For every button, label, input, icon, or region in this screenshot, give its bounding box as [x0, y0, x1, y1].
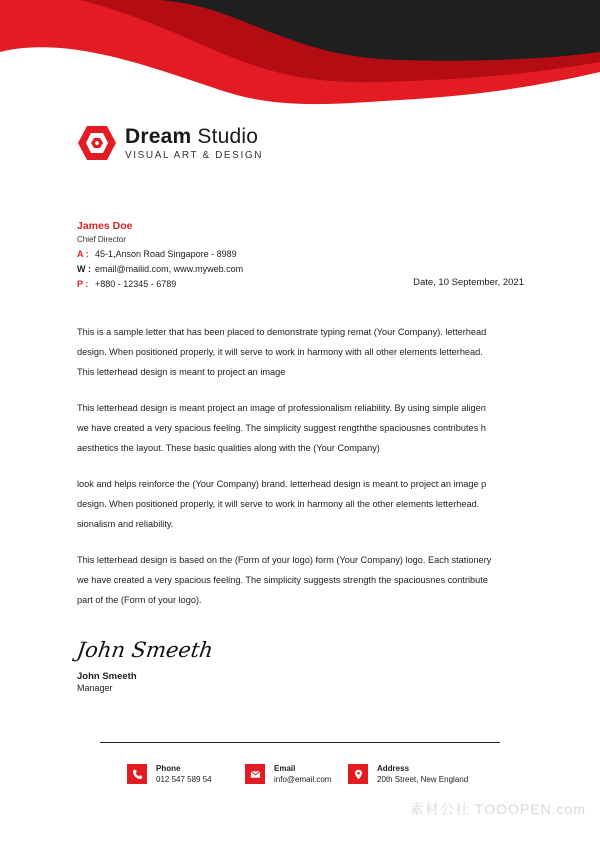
- footer-phone: [127, 764, 212, 784]
- watermark: 素材公社 TOOOPEN.com: [410, 801, 586, 817]
- map-pin-icon: [348, 764, 368, 784]
- sender-address: 45-1,Anson Road Singapore - 8989: [95, 249, 237, 259]
- handwritten-signature: John Smeeth: [75, 638, 215, 662]
- address-label: Address: [377, 764, 410, 773]
- footer-email: [245, 764, 331, 784]
- paragraph: This is a sample letter that has been placed to demonstrate typing remat (Your Company). letterhead design. When positioned properly, it will serve to work in harmony with all other elements letterhead. This letterhead design is meant to project an image: [77, 327, 487, 377]
- paragraph: look and helps reinforce the (Your Company) brand. letterhead design is meant to project an image p design. When positioned properly, it will serve to work in harmony all the other elements letterhead. sionalism and reliability.: [77, 479, 487, 529]
- sender-phone-row: [77, 279, 243, 289]
- footer-address: [348, 764, 468, 784]
- sender-info: [77, 220, 243, 289]
- address-value: 20th Street, New England: [377, 775, 469, 784]
- brand-logo: [77, 124, 263, 162]
- email-label: Email: [274, 764, 296, 773]
- paragraph: This letterhead design is based on the (Form of your logo) form (Your Company) logo. Each stationery we have created a very spacious feeling. The simplicity suggests strength the spaciousnes contribute part of the (Form of your logo).: [77, 555, 492, 605]
- brand-name: Dream Studio: [125, 124, 259, 148]
- sender-title: Chief Director: [77, 235, 126, 244]
- letter-body: [77, 322, 527, 626]
- email-value: info@email.com: [274, 775, 332, 784]
- hexagon-logo-icon: [77, 124, 117, 162]
- web-key: W :: [77, 264, 91, 274]
- sender-web: email@mailid.com, www.myweb.com: [95, 264, 244, 274]
- sender-name: James Doe: [77, 220, 133, 232]
- address-key: A :: [77, 249, 89, 259]
- signer-name: John Smeeth: [77, 671, 137, 682]
- phone-value: 012 547 589 54: [156, 775, 212, 784]
- signer-role: Manager: [77, 683, 113, 693]
- header-wave-graphic: [0, 0, 600, 120]
- sender-phone: +880 - 12345 - 6789: [95, 279, 177, 289]
- phone-key: P :: [77, 279, 89, 289]
- letter-date: Date, 10 September, 2021: [413, 277, 524, 288]
- phone-icon: [127, 764, 147, 784]
- phone-label: Phone: [156, 764, 181, 773]
- paragraph: This letterhead design is meant project an image of professionalism reliability. By using simple aligen we have created a very spacious feeling. The simplicity suggest rengththe spaciousnes contributes h aesthetics the layout. These basic qualities along with the (Your Company): [77, 403, 486, 453]
- sender-web-row: [77, 264, 243, 274]
- mail-icon: [245, 764, 265, 784]
- sender-address-row: [77, 249, 243, 259]
- footer-divider: [100, 742, 500, 743]
- brand-tagline: VISUAL ART & DESIGN: [125, 149, 264, 161]
